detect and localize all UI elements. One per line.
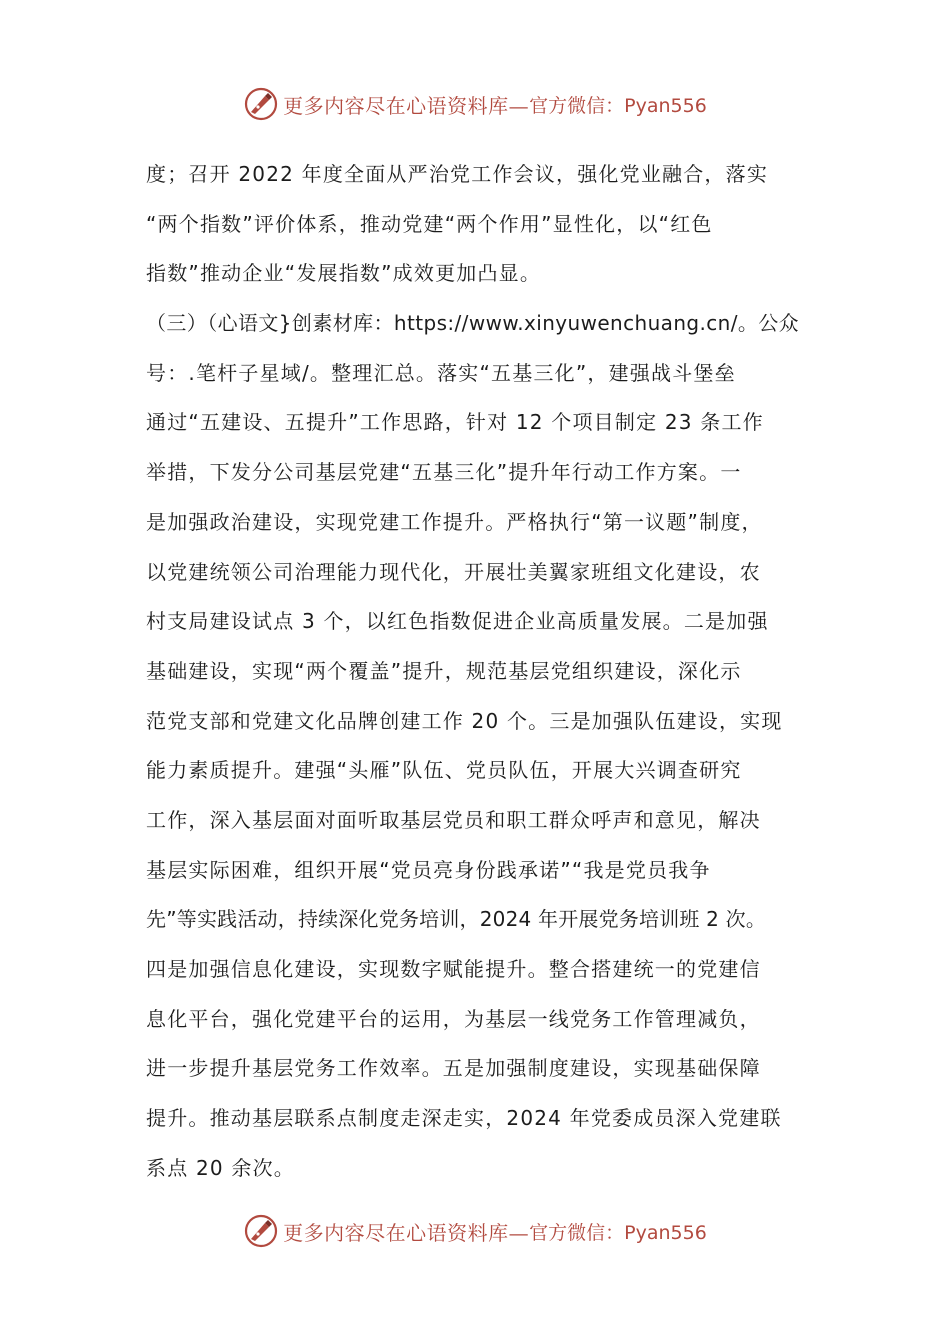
body-line: 是加强政治建设，实现党建工作提升。严格执行“第一议题”制度， (146, 509, 763, 534)
body-line: 号：.笔杆子星域/。整理汇总。落实“五基三化”，建强战斗堡垒 (146, 360, 736, 385)
body-line: 指数”推动企业“发展指数”成效更加凸显。 (146, 261, 542, 286)
pen-nib-logo-icon (243, 86, 279, 122)
body-line: 进一步提升基层党务工作效率。五是加强制度建设，实现基础保障 (146, 1056, 761, 1081)
body-line: 提升。推动基层联系点制度走深走实，2024 年党委成员深入党建联 (146, 1106, 782, 1131)
footer-brand-text: 更多内容尽在心语资料库— (283, 1220, 530, 1245)
header-contact-text: 官方微信：Pyan556 (529, 94, 707, 117)
body-line: 举措，下发分公司基层党建“五基三化”提升年行动工作方案。一 (146, 460, 742, 485)
body-line: “两个指数”评价体系，推动党建“两个作用”显性化，以“红色 (146, 211, 713, 236)
body-line: 先”等实践活动，持续深化党务培训，2024 年开展党务培训班 2 次。 (146, 907, 767, 932)
body-line: 工作，深入基层面对面听取基层党员和职工群众呼声和意见，解决 (146, 807, 761, 832)
document-body (146, 150, 814, 1193)
body-line: （三）（心语文}创素材库：https://www.xinyuwenchuang.cn/。公众 (146, 311, 800, 336)
body-line: 通过“五建设、五提升”工作思路，针对 12 个项目制定 23 条工作 (146, 410, 764, 435)
body-line: 村支局建设试点 3 个，以红色指数促进企业高质量发展。二是加强 (146, 609, 769, 634)
footer-contact-text: 官方微信：Pyan556 (529, 1221, 707, 1244)
body-line: 范党支部和党建文化品牌创建工作 20 个。三是加强队伍建设，实现 (146, 708, 783, 733)
body-line: 息化平台，强化党建平台的运用，为基层一线党务工作管理减负， (146, 1006, 761, 1031)
body-line: 能力素质提升。建强“头雁”队伍、党员队伍，开展大兴调查研究 (146, 758, 742, 783)
body-line: 基层实际困难，组织开展“党员亮身份践承诺”“我是党员我争 (146, 857, 711, 882)
footer-banner (0, 1211, 950, 1251)
header-banner (0, 84, 950, 124)
pen-nib-logo-icon (243, 1213, 279, 1249)
body-line: 度；召开 2022 年度全面从严治党工作会议，强化党业融合，落实 (146, 162, 769, 186)
header-brand-text: 更多内容尽在心语资料库— (283, 93, 530, 118)
body-line: 系点 20 余次。 (146, 1155, 295, 1180)
body-line: 以党建统领公司治理能力现代化，开展壮美翼家班组文化建设，农 (146, 559, 761, 584)
body-line: 基础建设，实现“两个覆盖”提升，规范基层党组织建设，深化示 (146, 658, 742, 683)
body-line: 四是加强信息化建设，实现数字赋能提升。整合搭建统一的党建信 (146, 957, 761, 981)
